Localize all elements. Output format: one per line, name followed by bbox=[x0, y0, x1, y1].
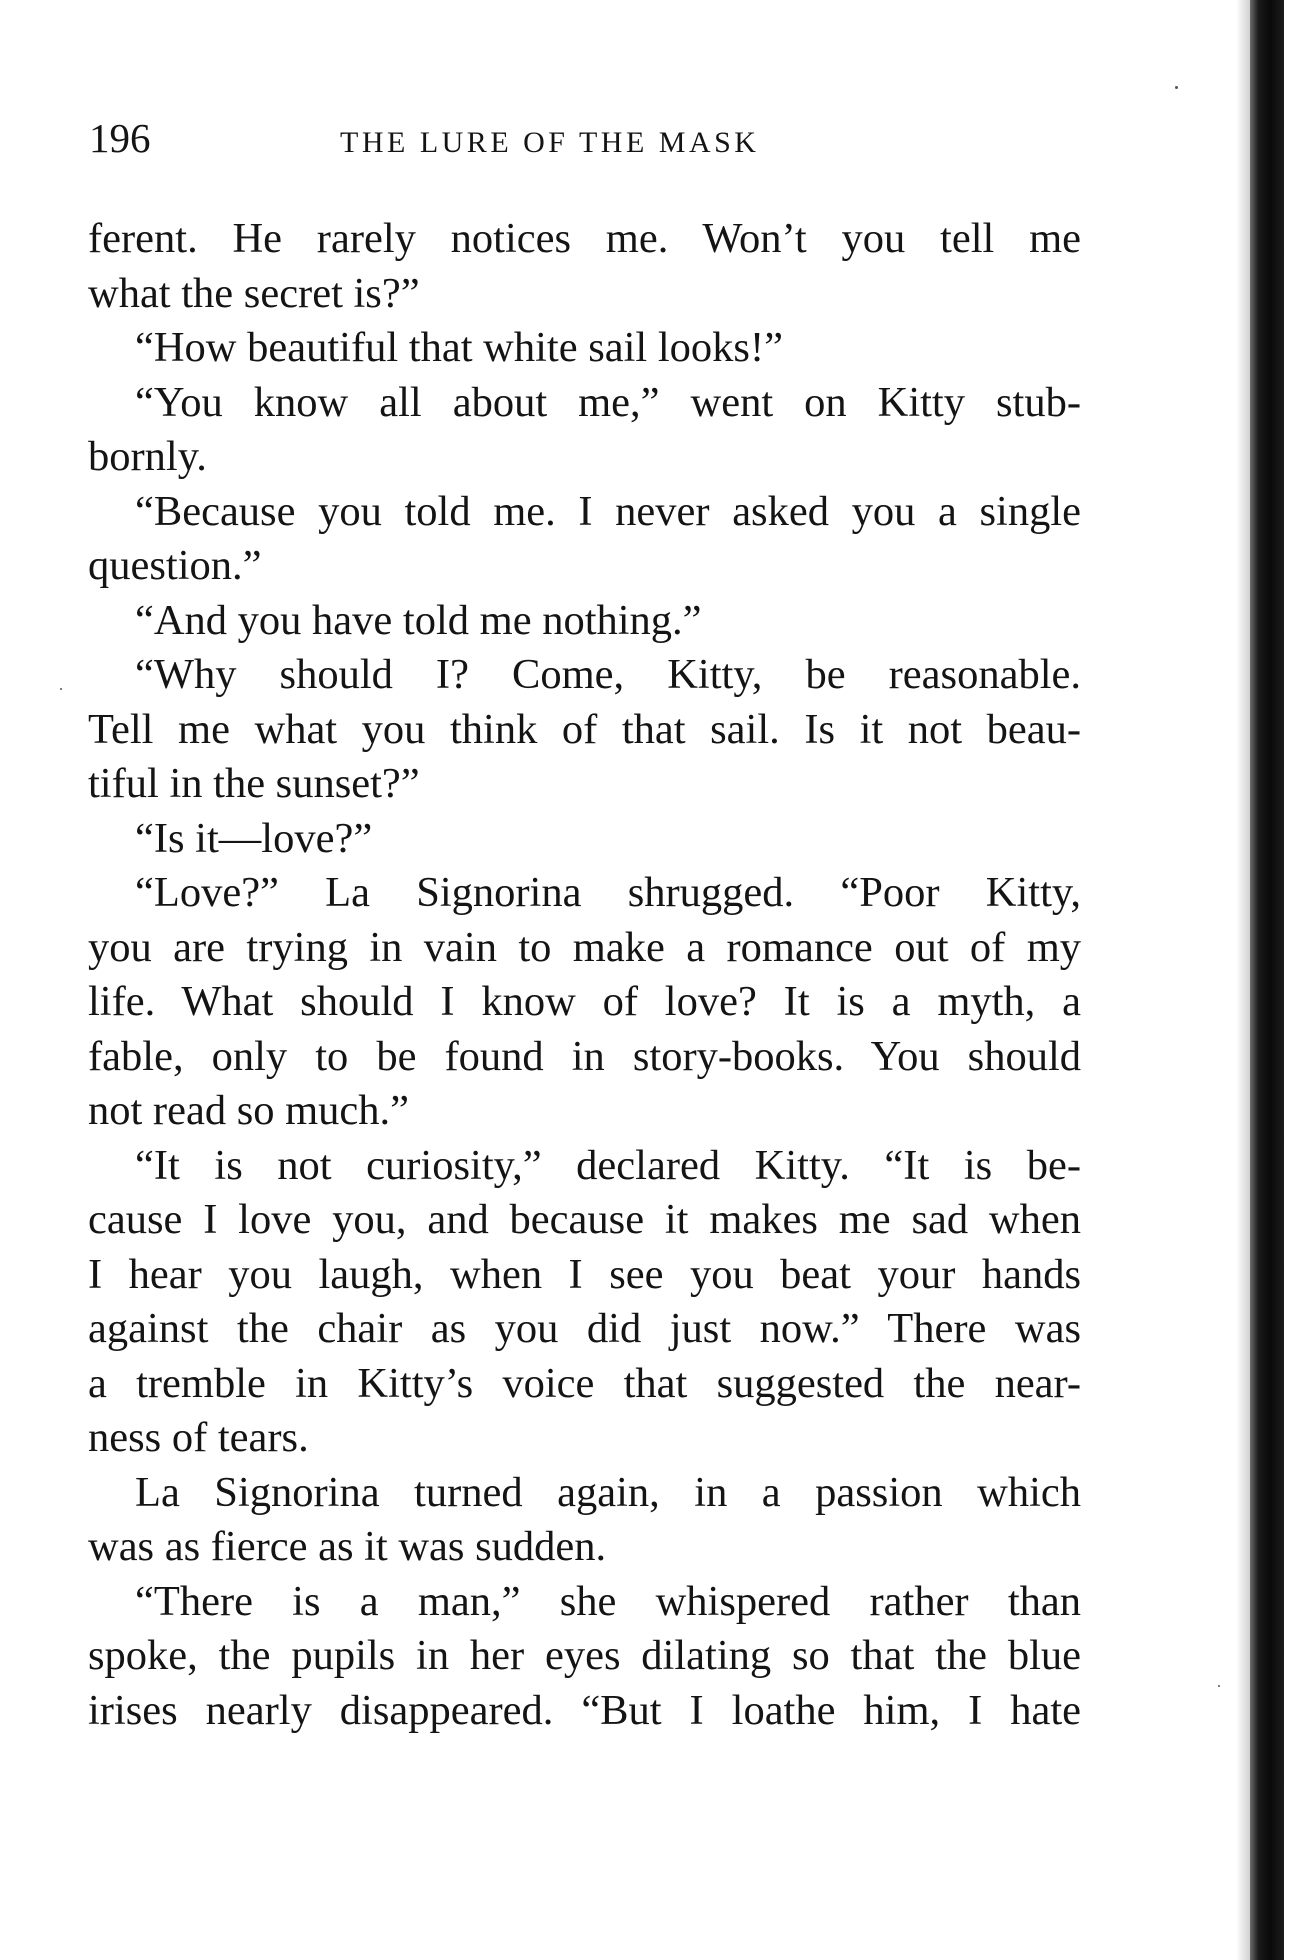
paper-speck bbox=[1175, 86, 1178, 89]
text-line: what the secret is?” bbox=[88, 269, 420, 317]
text-line: spoke, the pupils in her eyes dilating so that the blue bbox=[88, 1632, 1081, 1679]
paper-speck bbox=[1218, 1685, 1220, 1687]
body-text bbox=[88, 212, 1081, 1738]
text-line: “It is not curiosity,” declared Kitty. “It is be- bbox=[135, 1141, 1081, 1189]
text-line: a tremble in Kitty’s voice that suggested the near- bbox=[88, 1359, 1081, 1407]
text-line: “You know all about me,” went on Kitty stub- bbox=[135, 378, 1081, 426]
text-line: you are trying in vain to make a romance out of my bbox=[88, 923, 1081, 971]
text-line: not read so much.” bbox=[88, 1087, 410, 1134]
text-line: cause I love you, and because it makes me sad when bbox=[88, 1196, 1081, 1243]
text-line: “Is it—love?” bbox=[135, 814, 373, 862]
text-line: ferent. He rarely notices me. Won’t you tell me bbox=[88, 215, 1081, 262]
text-line: ness of tears. bbox=[88, 1414, 309, 1461]
text-line: bornly. bbox=[88, 433, 207, 480]
text-line: “Because you told me. I never asked you a single bbox=[135, 487, 1081, 535]
text-line: question.” bbox=[88, 542, 262, 589]
text-line: “Why should I? Come, Kitty, be reasonable. bbox=[135, 651, 1081, 698]
text-line: “Love?” La Signorina shrugged. “Poor Kitty, bbox=[135, 869, 1081, 916]
page-gutter-shadow bbox=[1236, 0, 1250, 1960]
text-line: “How beautiful that white sail looks!” bbox=[135, 324, 783, 371]
text-line: fable, only to be found in story-books. You should bbox=[88, 1032, 1081, 1080]
text-line: “And you have told me nothing.” bbox=[135, 596, 702, 644]
text-line: irises nearly disappeared. “But I loathe him, I hate bbox=[88, 1686, 1081, 1734]
text-line: La Signorina turned again, in a passion which bbox=[135, 1468, 1081, 1516]
text-line: “There is a man,” she whispered rather than bbox=[135, 1577, 1081, 1625]
paper-speck bbox=[60, 688, 62, 690]
text-line: was as fierce as it was sudden. bbox=[88, 1523, 607, 1570]
text-line: tiful in the sunset?” bbox=[88, 760, 420, 807]
running-head: THE LURE OF THE MASK bbox=[340, 126, 760, 159]
text-line: I hear you laugh, when I see you beat your hands bbox=[88, 1250, 1081, 1298]
text-line: life. What should I know of love? It is a myth, a bbox=[88, 978, 1081, 1025]
page-number: 196 bbox=[89, 115, 151, 161]
text-line: Tell me what you think of that sail. Is it not beau- bbox=[88, 705, 1081, 753]
text-line: against the chair as you did just now.” There was bbox=[88, 1305, 1081, 1352]
book-binding-edge bbox=[1250, 0, 1284, 1960]
